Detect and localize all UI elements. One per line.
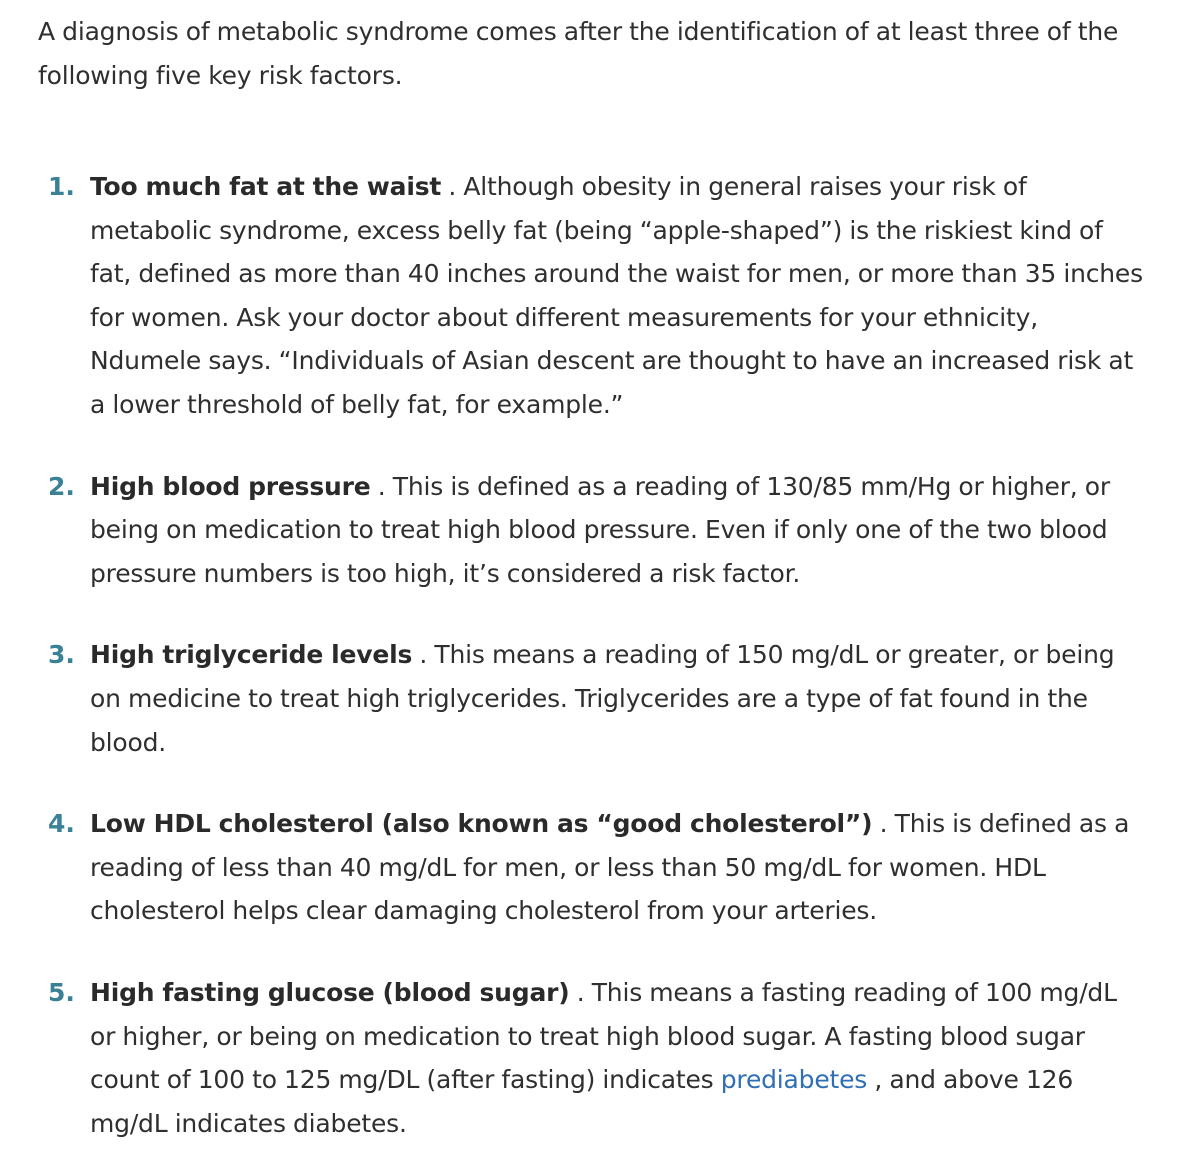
list-item	[38, 465, 1148, 596]
separator: .	[412, 640, 435, 670]
risk-description-end: , and above 126 mg/dL indicates diabetes.	[90, 1065, 1074, 1138]
risk-description: This means a fasting reading of 100 mg/dL or higher, or being on medication to treat high blood sugar. A fasting blood sugar count of 100 to 125 mg/DL (after fasting) indicates	[90, 977, 1117, 1095]
list-number: 1.	[48, 172, 75, 201]
list-number: 3.	[48, 640, 75, 670]
risk-title: Too much fat at the waist	[90, 172, 442, 201]
list-item	[38, 633, 1148, 764]
list-item	[38, 165, 1148, 427]
risk-title: High triglyceride levels	[90, 640, 413, 670]
separator: .	[370, 471, 393, 501]
article-body	[38, 10, 1148, 1145]
risk-description: This means a reading of 150 mg/dL or greater, or being on medicine to treat high triglycerides. Triglycerides are a type of fat found in the blood.	[90, 640, 1115, 757]
prediabetes-link[interactable]: prediabetes	[720, 1065, 868, 1095]
separator: .	[441, 172, 464, 201]
risk-factor-list	[38, 165, 1148, 1145]
risk-description: This is defined as a reading of less than 40 mg/dL for men, or less than 50 mg/dL for women. HDL cholesterol helps clear damaging cholesterol from your arteries.	[90, 809, 1130, 926]
intro-paragraph: A diagnosis of metabolic syndrome comes after the identification of at least three of the following five key risk factors.	[38, 17, 1119, 90]
risk-description: Although obesity in general raises your risk of metabolic syndrome, excess belly fat (being “apple-shaped”) is the riskiest kind of fat, defined as more than 40 inches around the waist for men, or more than 35 inches for women. Ask your doctor about different measurements for your ethnicity, Ndumele says. “Individuals of Asian descent are thought to have an increased risk at a lower threshold of belly fat, for example.”	[90, 172, 1143, 419]
list-number: 4.	[48, 809, 75, 839]
risk-title: High fasting glucose (blood sugar)	[90, 977, 570, 1007]
list-item	[38, 802, 1148, 933]
list-number: 5.	[48, 977, 75, 1007]
risk-title: Low HDL cholesterol (also known as “good cholesterol”)	[90, 809, 873, 839]
risk-title: High blood pressure	[90, 471, 371, 501]
list-number: 2.	[48, 471, 75, 501]
separator: .	[872, 809, 895, 839]
risk-description: This is defined as a reading of 130/85 mm/Hg or higher, or being on medication to treat high blood pressure. Even if only one of the two blood pressure numbers is too high, it’s considered a risk factor.	[90, 471, 1110, 588]
separator: .	[569, 977, 592, 1007]
list-item	[38, 971, 1148, 1145]
